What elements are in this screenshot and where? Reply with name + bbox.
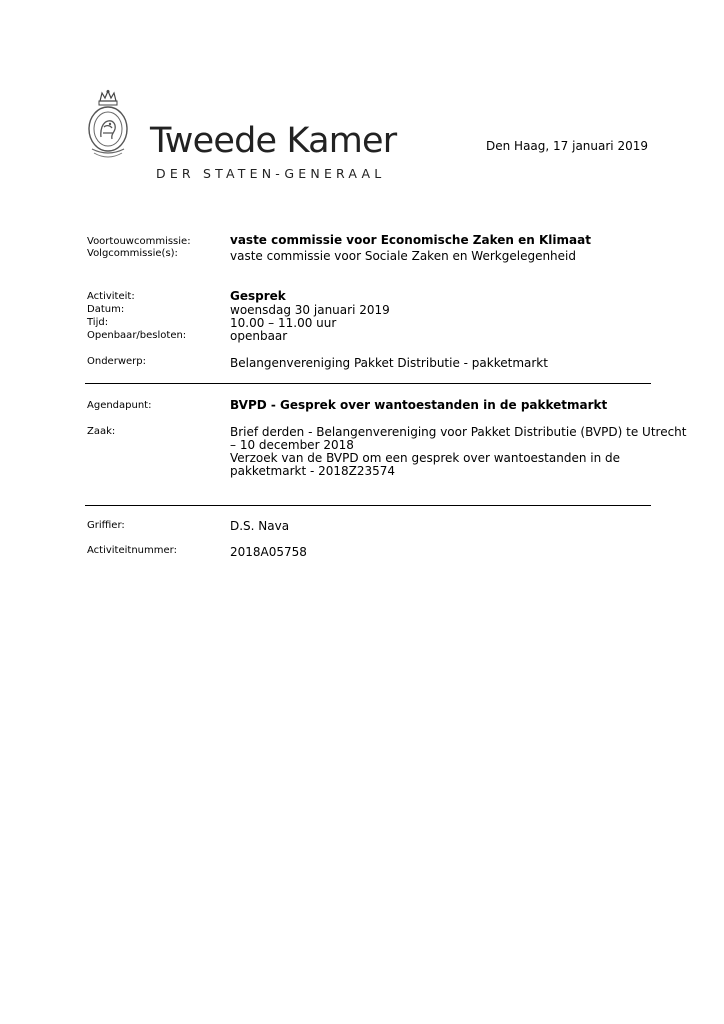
logo-name: Tweede Kamer [150,121,397,161]
openbaar-value: openbaar [230,329,288,343]
openbaar-label: Openbaar/besloten: [87,330,187,341]
tijd-label: Tijd: [87,317,109,328]
logo-subtitle: DER STATEN-GENERAAL [156,166,386,181]
voortouw-value: vaste commissie voor Economische Zaken en Klimaat [230,233,591,247]
document-date: Den Haag, 17 januari 2019 [486,139,648,153]
tijd-value: 10.00 – 11.00 uur [230,316,337,330]
zaak-line: Verzoek van de BVPD om een gesprek over wantoestanden in de [230,451,621,465]
datum-value: woensdag 30 januari 2019 [230,303,390,317]
activiteitnummer-label: Activiteitnummer: [87,545,177,556]
volg-label: Volgcommissie(s): [87,248,178,259]
griffier-label: Griffier: [87,520,125,531]
griffier-value: D.S. Nava [230,519,290,533]
zaak-line: pakketmarkt - 2018Z23574 [230,464,396,478]
volg-value: vaste commissie voor Sociale Zaken en Werkgelegenheid [230,249,576,263]
activiteitnummer-value: 2018A05758 [230,545,307,559]
activiteit-label: Activiteit: [87,291,135,302]
zaak-label: Zaak: [87,426,116,437]
onderwerp-label: Onderwerp: [87,356,146,367]
royal-crest-icon [86,89,130,163]
voortouw-label: Voortouwcommissie: [87,236,191,247]
zaak-line: – 10 december 2018 [230,438,354,452]
activiteit-value: Gesprek [230,289,286,303]
zaak-line: Brief derden - Belangenvereniging voor Pakket Distributie (BVPD) te Utrecht [230,425,687,439]
agendapunt-value: BVPD - Gesprek over wantoestanden in de pakketmarkt [230,398,608,412]
agendapunt-label: Agendapunt: [87,400,152,411]
onderwerp-value: Belangenvereniging Pakket Distributie - pakketmarkt [230,356,548,370]
divider-top [85,383,651,384]
divider-bottom [85,505,651,506]
datum-label: Datum: [87,304,125,315]
